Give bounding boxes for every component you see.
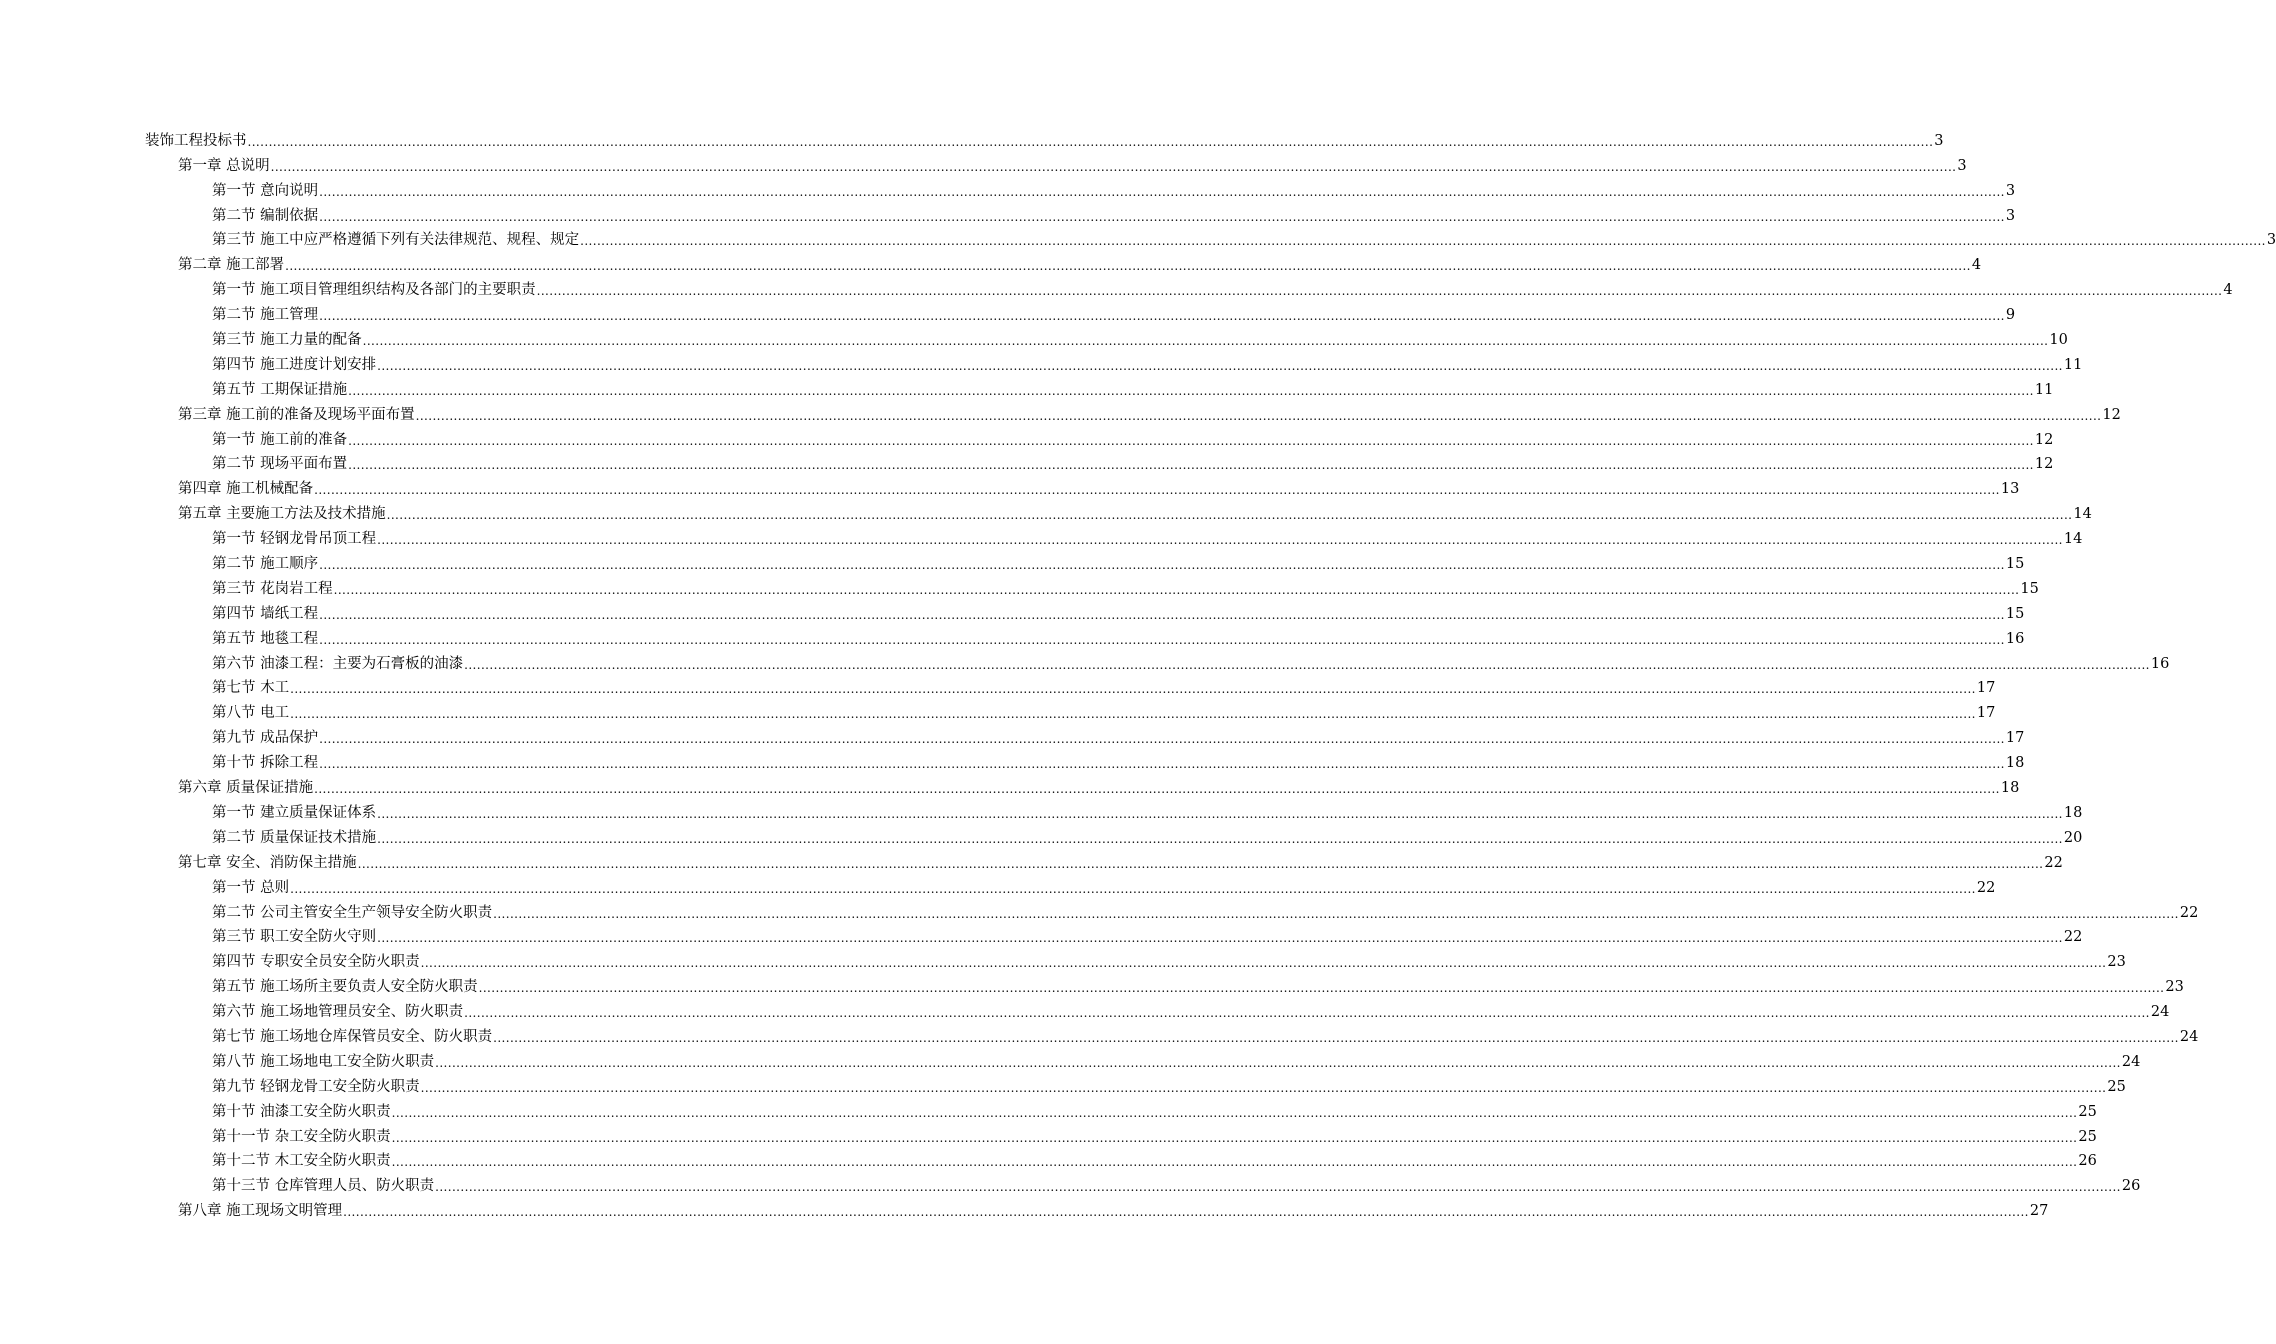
toc-entry-title: 第一节 施工前的准备 xyxy=(212,431,348,448)
toc-entry-page-number: 15 xyxy=(2020,580,2039,597)
toc-entry-title: 第一节 总则 xyxy=(212,879,290,896)
toc-entry-page-number: 24 xyxy=(2150,1004,2170,1021)
toc-entry-title: 第二节 编制依据 xyxy=(212,207,319,224)
toc-entry[interactable] xyxy=(0,946,2126,971)
toc-entry-page-number: 26 xyxy=(2078,1153,2097,1170)
toc-entry-title: 装饰工程投标书 xyxy=(145,132,247,149)
toc-entry-page-number: 16 xyxy=(2150,655,2170,672)
toc-dot-leader: ................................................................................................................................................................................................................................................................................................................................................................................................................ xyxy=(319,558,2005,573)
toc-entry-title: 第七节 施工场地仓库保管员安全、防火职责 xyxy=(212,1028,493,1045)
toc-dot-leader: ................................................................................................................................................................................................................................................................................................................................................................................................................ xyxy=(319,184,2005,199)
toc-dot-leader: ................................................................................................................................................................................................................................................................................................................................................................................................................ xyxy=(377,831,2063,846)
toc-entry[interactable] xyxy=(0,150,1967,175)
toc-entry[interactable] xyxy=(0,523,2083,548)
toc-entry[interactable] xyxy=(0,598,2025,623)
toc-entry-page-number: 23 xyxy=(2165,979,2184,996)
toc-dot-leader: ................................................................................................................................................................................................................................................................................................................................................................................................................ xyxy=(464,1006,2150,1021)
toc-dot-leader: ................................................................................................................................................................................................................................................................................................................................................................................................................ xyxy=(435,1180,2121,1195)
toc-dot-leader: ................................................................................................................................................................................................................................................................................................................................................................................................................ xyxy=(415,408,2102,423)
toc-entry[interactable] xyxy=(0,1146,2097,1171)
toc-entry[interactable] xyxy=(0,673,1996,698)
toc-entry-page-number: 12 xyxy=(2034,431,2054,448)
toc-dot-leader: ................................................................................................................................................................................................................................................................................................................................................................................................................ xyxy=(319,607,2005,622)
toc-entry-page-number: 17 xyxy=(1976,680,1996,697)
toc-entry[interactable] xyxy=(0,1021,2199,1046)
toc-entry-title: 第六节 油漆工程：主要为石膏板的油漆 xyxy=(212,655,464,672)
toc-entry[interactable] xyxy=(0,548,2025,573)
toc-entry-title: 第二节 质量保证技术措施 xyxy=(212,829,377,846)
toc-entry-page-number: 24 xyxy=(2179,1028,2199,1045)
toc-entry[interactable] xyxy=(0,922,2083,947)
toc-entry-page-number: 22 xyxy=(2044,854,2063,871)
toc-entry[interactable] xyxy=(0,1046,2141,1071)
toc-entry-page-number: 18 xyxy=(2000,780,2020,797)
toc-entry-page-number: 23 xyxy=(2107,954,2126,971)
toc-entry[interactable] xyxy=(0,473,2020,498)
table-of-contents xyxy=(0,125,2276,1220)
toc-entry-title: 第十一节 杂工安全防火职责 xyxy=(212,1128,391,1145)
toc-dot-leader: ................................................................................................................................................................................................................................................................................................................................................................................................................ xyxy=(420,1080,2107,1095)
toc-entry-title: 第二章 施工部署 xyxy=(178,257,285,274)
toc-entry-page-number: 18 xyxy=(2063,804,2083,821)
toc-entry[interactable] xyxy=(0,1096,2097,1121)
toc-dot-leader: ................................................................................................................................................................................................................................................................................................................................................................................................................ xyxy=(377,931,2063,946)
toc-entry-title: 第一节 轻钢龙骨吊顶工程 xyxy=(212,531,377,548)
toc-entry-title: 第十节 拆除工程 xyxy=(212,755,319,772)
toc-entry-page-number: 26 xyxy=(2121,1178,2141,1195)
toc-dot-leader: ................................................................................................................................................................................................................................................................................................................................................................................................................ xyxy=(493,1030,2179,1045)
toc-dot-leader: ................................................................................................................................................................................................................................................................................................................................................................................................................ xyxy=(319,632,2005,647)
toc-entry-title: 第五节 施工场所主要负责人安全防火职责 xyxy=(212,979,478,996)
toc-entry-title: 第八章 施工现场文明管理 xyxy=(178,1203,343,1220)
toc-entry-title: 第四章 施工机械配备 xyxy=(178,481,314,498)
toc-entry-page-number: 14 xyxy=(2063,531,2083,548)
toc-entry-title: 第二节 公司主管安全生产领导安全防火职责 xyxy=(212,904,493,921)
toc-entry-title: 第二节 施工管理 xyxy=(212,307,319,324)
toc-dot-leader: ................................................................................................................................................................................................................................................................................................................................................................................................................ xyxy=(580,234,2266,249)
toc-dot-leader: ................................................................................................................................................................................................................................................................................................................................................................................................................ xyxy=(377,806,2063,821)
toc-entry-title: 第四节 墙纸工程 xyxy=(212,605,319,622)
toc-dot-leader: ................................................................................................................................................................................................................................................................................................................................................................................................................ xyxy=(319,732,2005,747)
toc-entry-title: 第二节 施工顺序 xyxy=(212,556,319,573)
toc-dot-leader: ................................................................................................................................................................................................................................................................................................................................................................................................................ xyxy=(290,881,1976,896)
toc-entry-title: 第三节 职工安全防火守则 xyxy=(212,929,377,946)
toc-entry[interactable] xyxy=(0,872,1996,897)
toc-dot-leader: ................................................................................................................................................................................................................................................................................................................................................................................................................ xyxy=(420,956,2107,971)
toc-entry-page-number: 3 xyxy=(1957,157,1967,174)
toc-dot-leader: ................................................................................................................................................................................................................................................................................................................................................................................................................ xyxy=(319,309,2005,324)
toc-entry[interactable] xyxy=(0,1121,2097,1146)
toc-entry-title: 第一节 施工项目管理组织结构及各部门的主要职责 xyxy=(212,282,536,299)
toc-entry-page-number: 3 xyxy=(2005,207,2016,224)
toc-entry-page-number: 12 xyxy=(2034,456,2054,473)
toc-entry[interactable] xyxy=(0,1071,2126,1096)
toc-dot-leader: ................................................................................................................................................................................................................................................................................................................................................................................................................ xyxy=(357,856,2044,871)
toc-entry[interactable] xyxy=(0,722,2025,747)
toc-dot-leader: ................................................................................................................................................................................................................................................................................................................................................................................................................ xyxy=(333,582,2020,597)
toc-entry[interactable] xyxy=(0,374,2054,399)
toc-entry-title: 第五节 工期保证措施 xyxy=(212,381,348,398)
toc-entry-page-number: 3 xyxy=(1934,132,1944,149)
toc-entry[interactable] xyxy=(0,697,1996,722)
toc-entry-title: 第十三节 仓库管理人员、防火职责 xyxy=(212,1178,435,1195)
toc-entry-page-number: 3 xyxy=(2266,232,2276,249)
toc-entry[interactable] xyxy=(0,1195,2049,1220)
toc-entry-title: 第九节 轻钢龙骨工安全防火职责 xyxy=(212,1078,420,1095)
toc-entry-page-number: 18 xyxy=(2005,755,2025,772)
toc-dot-leader: ................................................................................................................................................................................................................................................................................................................................................................................................................ xyxy=(493,906,2179,921)
toc-entry-title: 第四节 施工进度计划安排 xyxy=(212,356,377,373)
toc-entry[interactable] xyxy=(0,299,2016,324)
toc-entry[interactable] xyxy=(0,125,1944,150)
toc-entry-page-number: 17 xyxy=(2005,730,2025,747)
toc-entry-title: 第十二节 木工安全防火职责 xyxy=(212,1153,391,1170)
toc-dot-leader: ................................................................................................................................................................................................................................................................................................................................................................................................................ xyxy=(319,757,2005,772)
toc-dot-leader: ................................................................................................................................................................................................................................................................................................................................................................................................................ xyxy=(377,358,2063,373)
toc-dot-leader: ................................................................................................................................................................................................................................................................................................................................................................................................................ xyxy=(247,134,1934,149)
toc-dot-leader: ................................................................................................................................................................................................................................................................................................................................................................................................................ xyxy=(290,707,1976,722)
toc-entry[interactable] xyxy=(0,225,2276,250)
toc-dot-leader: ................................................................................................................................................................................................................................................................................................................................................................................................................ xyxy=(536,284,2223,299)
toc-entry-page-number: 14 xyxy=(2073,506,2092,523)
toc-dot-leader: ................................................................................................................................................................................................................................................................................................................................................................................................................ xyxy=(343,1205,2029,1220)
toc-dot-leader: ................................................................................................................................................................................................................................................................................................................................................................................................................ xyxy=(285,259,1971,274)
toc-entry-page-number: 22 xyxy=(2179,904,2199,921)
toc-dot-leader: ................................................................................................................................................................................................................................................................................................................................................................................................................ xyxy=(464,657,2150,672)
toc-dot-leader: ................................................................................................................................................................................................................................................................................................................................................................................................................ xyxy=(270,159,1957,174)
toc-entry-page-number: 20 xyxy=(2063,829,2083,846)
toc-entry-page-number: 22 xyxy=(2063,929,2083,946)
toc-entry-title: 第一节 意向说明 xyxy=(212,182,319,199)
toc-dot-leader: ................................................................................................................................................................................................................................................................................................................................................................................................................ xyxy=(362,334,2049,349)
toc-entry-title: 第十节 油漆工安全防火职责 xyxy=(212,1103,391,1120)
toc-entry-page-number: 24 xyxy=(2121,1053,2141,1070)
toc-entry-page-number: 25 xyxy=(2078,1128,2097,1145)
toc-entry-page-number: 13 xyxy=(2000,481,2020,498)
toc-entry[interactable] xyxy=(0,274,2233,299)
toc-entry-title: 第二节 现场平面布置 xyxy=(212,456,348,473)
toc-entry-page-number: 25 xyxy=(2078,1103,2097,1120)
toc-dot-leader: ................................................................................................................................................................................................................................................................................................................................................................................................................ xyxy=(478,981,2165,996)
toc-dot-leader: ................................................................................................................................................................................................................................................................................................................................................................................................................ xyxy=(391,1130,2078,1145)
toc-entry-page-number: 3 xyxy=(2005,182,2016,199)
toc-entry-title: 第一节 建立质量保证体系 xyxy=(212,804,377,821)
toc-entry[interactable] xyxy=(0,249,1982,274)
toc-entry-page-number: 17 xyxy=(1976,705,1996,722)
toc-entry-page-number: 11 xyxy=(2034,381,2054,398)
toc-entry[interactable] xyxy=(0,449,2054,474)
toc-entry-title: 第七节 木工 xyxy=(212,680,290,697)
toc-entry[interactable] xyxy=(0,847,2063,872)
toc-entry-page-number: 10 xyxy=(2049,332,2068,349)
toc-entry[interactable] xyxy=(0,175,2016,200)
toc-dot-leader: ................................................................................................................................................................................................................................................................................................................................................................................................................ xyxy=(391,1105,2078,1120)
toc-entry-page-number: 4 xyxy=(1971,257,1982,274)
toc-entry-page-number: 11 xyxy=(2063,356,2083,373)
toc-entry-title: 第七章 安全、消防保主措施 xyxy=(178,854,357,871)
toc-entry-title: 第三章 施工前的准备及现场平面布置 xyxy=(178,406,415,423)
toc-entry[interactable] xyxy=(0,747,2025,772)
toc-entry[interactable] xyxy=(0,424,2054,449)
toc-entry[interactable] xyxy=(0,971,2184,996)
toc-entry[interactable] xyxy=(0,897,2199,922)
toc-entry-title: 第九节 成品保护 xyxy=(212,730,319,747)
toc-dot-leader: ................................................................................................................................................................................................................................................................................................................................................................................................................ xyxy=(386,508,2073,523)
toc-dot-leader: ................................................................................................................................................................................................................................................................................................................................................................................................................ xyxy=(391,1155,2078,1170)
toc-entry-page-number: 25 xyxy=(2107,1078,2126,1095)
toc-entry[interactable] xyxy=(0,324,2068,349)
toc-entry[interactable] xyxy=(0,648,2170,673)
toc-entry-title: 第一章 总说明 xyxy=(178,157,270,174)
toc-entry-page-number: 15 xyxy=(2005,556,2025,573)
toc-entry-page-number: 12 xyxy=(2102,406,2121,423)
toc-dot-leader: ................................................................................................................................................................................................................................................................................................................................................................................................................ xyxy=(314,782,2000,797)
toc-dot-leader: ................................................................................................................................................................................................................................................................................................................................................................................................................ xyxy=(319,209,2005,224)
toc-entry[interactable] xyxy=(0,1170,2141,1195)
toc-entry[interactable] xyxy=(0,399,2121,424)
toc-entry-title: 第六章 质量保证措施 xyxy=(178,780,314,797)
toc-entry[interactable] xyxy=(0,573,2039,598)
toc-entry[interactable] xyxy=(0,772,2020,797)
toc-entry-page-number: 9 xyxy=(2005,307,2016,324)
toc-entry-title: 第三节 施工中应严格遵循下列有关法律规范、规程、规定 xyxy=(212,232,580,249)
toc-entry[interactable] xyxy=(0,623,2025,648)
toc-entry-page-number: 4 xyxy=(2223,282,2233,299)
toc-entry-page-number: 27 xyxy=(2029,1203,2049,1220)
toc-entry-title: 第八节 施工场地电工安全防火职责 xyxy=(212,1053,435,1070)
toc-entry-page-number: 22 xyxy=(1976,879,1996,896)
toc-entry-title: 第五节 地毯工程 xyxy=(212,630,319,647)
toc-dot-leader: ................................................................................................................................................................................................................................................................................................................................................................................................................ xyxy=(435,1055,2121,1070)
toc-entry[interactable] xyxy=(0,498,2092,523)
toc-entry-title: 第三节 施工力量的配备 xyxy=(212,332,362,349)
toc-entry[interactable] xyxy=(0,797,2083,822)
toc-entry-title: 第五章 主要施工方法及技术措施 xyxy=(178,506,386,523)
toc-entry-title: 第三节 花岗岩工程 xyxy=(212,580,333,597)
toc-entry-page-number: 15 xyxy=(2005,605,2025,622)
toc-entry-title: 第六节 施工场地管理员安全、防火职责 xyxy=(212,1004,464,1021)
toc-dot-leader: ................................................................................................................................................................................................................................................................................................................................................................................................................ xyxy=(348,458,2034,473)
toc-dot-leader: ................................................................................................................................................................................................................................................................................................................................................................................................................ xyxy=(348,433,2034,448)
toc-entry-title: 第四节 专职安全员安全防火职责 xyxy=(212,954,420,971)
toc-dot-leader: ................................................................................................................................................................................................................................................................................................................................................................................................................ xyxy=(314,483,2000,498)
toc-entry-title: 第八节 电工 xyxy=(212,705,290,722)
toc-entry[interactable] xyxy=(0,349,2083,374)
toc-entry[interactable] xyxy=(0,200,2016,225)
toc-entry-page-number: 16 xyxy=(2005,630,2025,647)
toc-dot-leader: ................................................................................................................................................................................................................................................................................................................................................................................................................ xyxy=(290,682,1976,697)
toc-dot-leader: ................................................................................................................................................................................................................................................................................................................................................................................................................ xyxy=(348,383,2034,398)
toc-entry[interactable] xyxy=(0,996,2170,1021)
toc-entry[interactable] xyxy=(0,822,2083,847)
toc-dot-leader: ................................................................................................................................................................................................................................................................................................................................................................................................................ xyxy=(377,533,2063,548)
